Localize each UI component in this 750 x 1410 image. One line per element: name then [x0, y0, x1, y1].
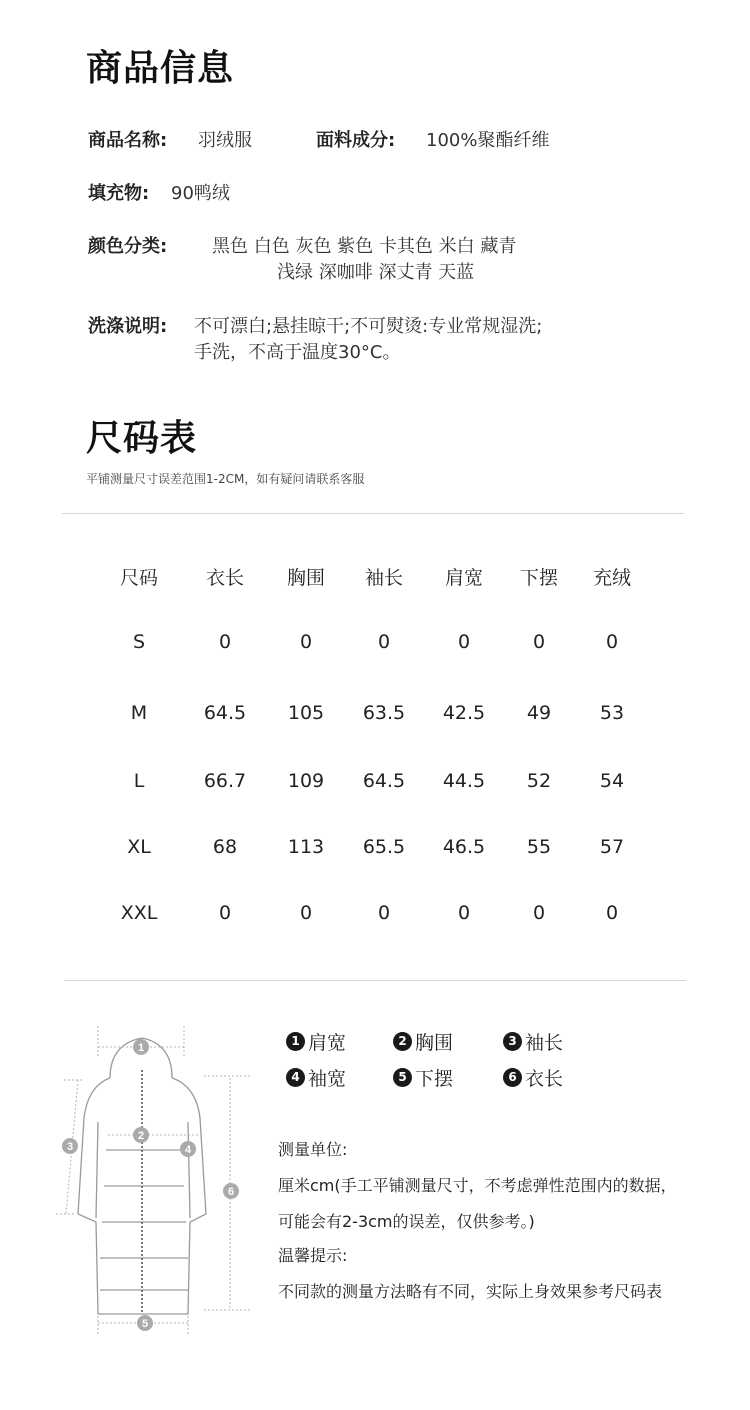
- legend-badge: 1: [286, 1032, 305, 1051]
- table-cell: 66.7: [203, 770, 247, 792]
- table-cell: 0: [532, 902, 546, 924]
- table-header-cell: 衣长: [205, 567, 244, 589]
- marker-3-label: 3: [66, 1141, 74, 1153]
- legend-label: 袖宽: [308, 1068, 347, 1090]
- legend-item-shoulder: [286, 1028, 346, 1055]
- table-cell: 44.5: [442, 770, 486, 792]
- table-cell: 0: [299, 902, 313, 924]
- table-cell: 0: [377, 631, 391, 653]
- table-cell: 63.5: [362, 702, 406, 724]
- marker-6-label: 6: [227, 1186, 235, 1198]
- table-row-size: XL: [127, 836, 151, 858]
- table-cell: 0: [532, 631, 546, 653]
- legend-item-sleeve-width: [286, 1064, 346, 1091]
- legend-label: 肩宽: [308, 1032, 347, 1054]
- color-options-line1: 黑色 白色 灰色 紫色 卡其色 米白 藏青: [212, 236, 517, 257]
- color-options-line2: 浅绿 深咖啡 深丈青 天蓝: [277, 262, 475, 283]
- legend-badge: 2: [393, 1032, 412, 1051]
- coat-sleeve-left-line: [96, 1122, 98, 1218]
- table-cell: 46.5: [442, 836, 486, 858]
- table-cell: 57: [599, 836, 625, 858]
- legend-item-hem: [393, 1064, 453, 1091]
- table-cell: 55: [526, 836, 552, 858]
- legend-label: 胸围: [415, 1032, 454, 1054]
- divider-top: [62, 513, 684, 514]
- legend-badge: 6: [503, 1068, 522, 1087]
- table-cell: 0: [299, 631, 313, 653]
- marker-1-label: 1: [137, 1042, 145, 1054]
- tip-text: 不同款的测量方法略有不同，实际上身效果参考尺码表: [278, 1282, 663, 1301]
- table-header-cell: 胸围: [286, 567, 325, 589]
- table-cell: 0: [457, 902, 471, 924]
- tip-title: 温馨提示:: [278, 1246, 348, 1265]
- table-cell: 42.5: [442, 702, 486, 724]
- table-cell: 113: [287, 836, 325, 858]
- legend-label: 袖长: [525, 1032, 564, 1054]
- legend-item-length: [503, 1064, 563, 1091]
- product-name-label: 商品名称:: [88, 130, 168, 151]
- fabric-label: 面料成分:: [316, 130, 396, 151]
- table-cell: 0: [218, 902, 232, 924]
- table-cell: 49: [526, 702, 552, 724]
- wash-instructions-line1: 不可漂白;悬挂晾干;不可熨烫:专业常规湿洗;: [194, 316, 543, 337]
- fabric-value: 100%聚酯纤维: [426, 130, 550, 151]
- marker-4-label: 4: [184, 1144, 192, 1156]
- unit-description-line2: 可能会有2-3cm的误差，仅供参考。): [278, 1212, 535, 1231]
- product-info-heading: 商品信息: [86, 48, 235, 89]
- table-row-size: XXL: [120, 902, 158, 924]
- table-cell: 68: [212, 836, 238, 858]
- table-cell: 65.5: [362, 836, 406, 858]
- table-cell: 0: [218, 631, 232, 653]
- wash-label: 洗涤说明:: [88, 316, 168, 337]
- table-header-cell: 肩宽: [444, 567, 483, 589]
- legend-badge: 3: [503, 1032, 522, 1051]
- marker-2-label: 2: [137, 1130, 145, 1142]
- filling-value: 90鸭绒: [171, 183, 230, 204]
- table-header-cell: 下摆: [519, 567, 558, 589]
- table-cell: 109: [287, 770, 325, 792]
- size-chart-heading: 尺码表: [86, 418, 198, 459]
- table-cell: 64.5: [203, 702, 247, 724]
- legend-label: 衣长: [525, 1068, 564, 1090]
- table-cell: 52: [526, 770, 552, 792]
- table-header-cell: 袖长: [364, 567, 403, 589]
- table-row-size: L: [133, 770, 145, 792]
- table-cell: 53: [599, 702, 625, 724]
- wash-instructions-line2: 手洗，不高于温度30°C。: [194, 342, 401, 363]
- legend-item-sleeve-length: [503, 1028, 563, 1055]
- table-cell: 0: [605, 631, 619, 653]
- size-chart-note: 平铺测量尺寸误差范围1-2CM，如有疑问请联系客服: [86, 472, 365, 486]
- unit-description-line1: 厘米cm(手工平铺测量尺寸，不考虑弹性范围内的数据，: [278, 1176, 677, 1195]
- filling-label: 填充物:: [88, 183, 150, 204]
- table-header-cell: 充绒: [592, 567, 631, 589]
- legend-label: 下摆: [415, 1068, 454, 1090]
- table-header-cell: 尺码: [119, 567, 158, 589]
- table-cell: 64.5: [362, 770, 406, 792]
- legend-badge: 5: [393, 1068, 412, 1087]
- marker-5-label: 5: [141, 1318, 149, 1330]
- table-cell: 0: [377, 902, 391, 924]
- legend-item-chest: [393, 1028, 453, 1055]
- table-cell: 54: [599, 770, 625, 792]
- color-label: 颜色分类:: [88, 236, 168, 257]
- table-row-size: M: [130, 702, 148, 724]
- table-row-size: S: [132, 631, 146, 653]
- product-name-value: 羽绒服: [198, 130, 252, 151]
- table-cell: 0: [457, 631, 471, 653]
- unit-title: 测量单位:: [278, 1140, 348, 1159]
- coat-sleeve-right-line: [188, 1122, 190, 1218]
- coat-measurement-diagram: [50, 1018, 260, 1343]
- table-cell: 0: [605, 902, 619, 924]
- legend-badge: 4: [286, 1068, 305, 1087]
- table-cell: 105: [287, 702, 325, 724]
- divider-bottom: [64, 980, 686, 981]
